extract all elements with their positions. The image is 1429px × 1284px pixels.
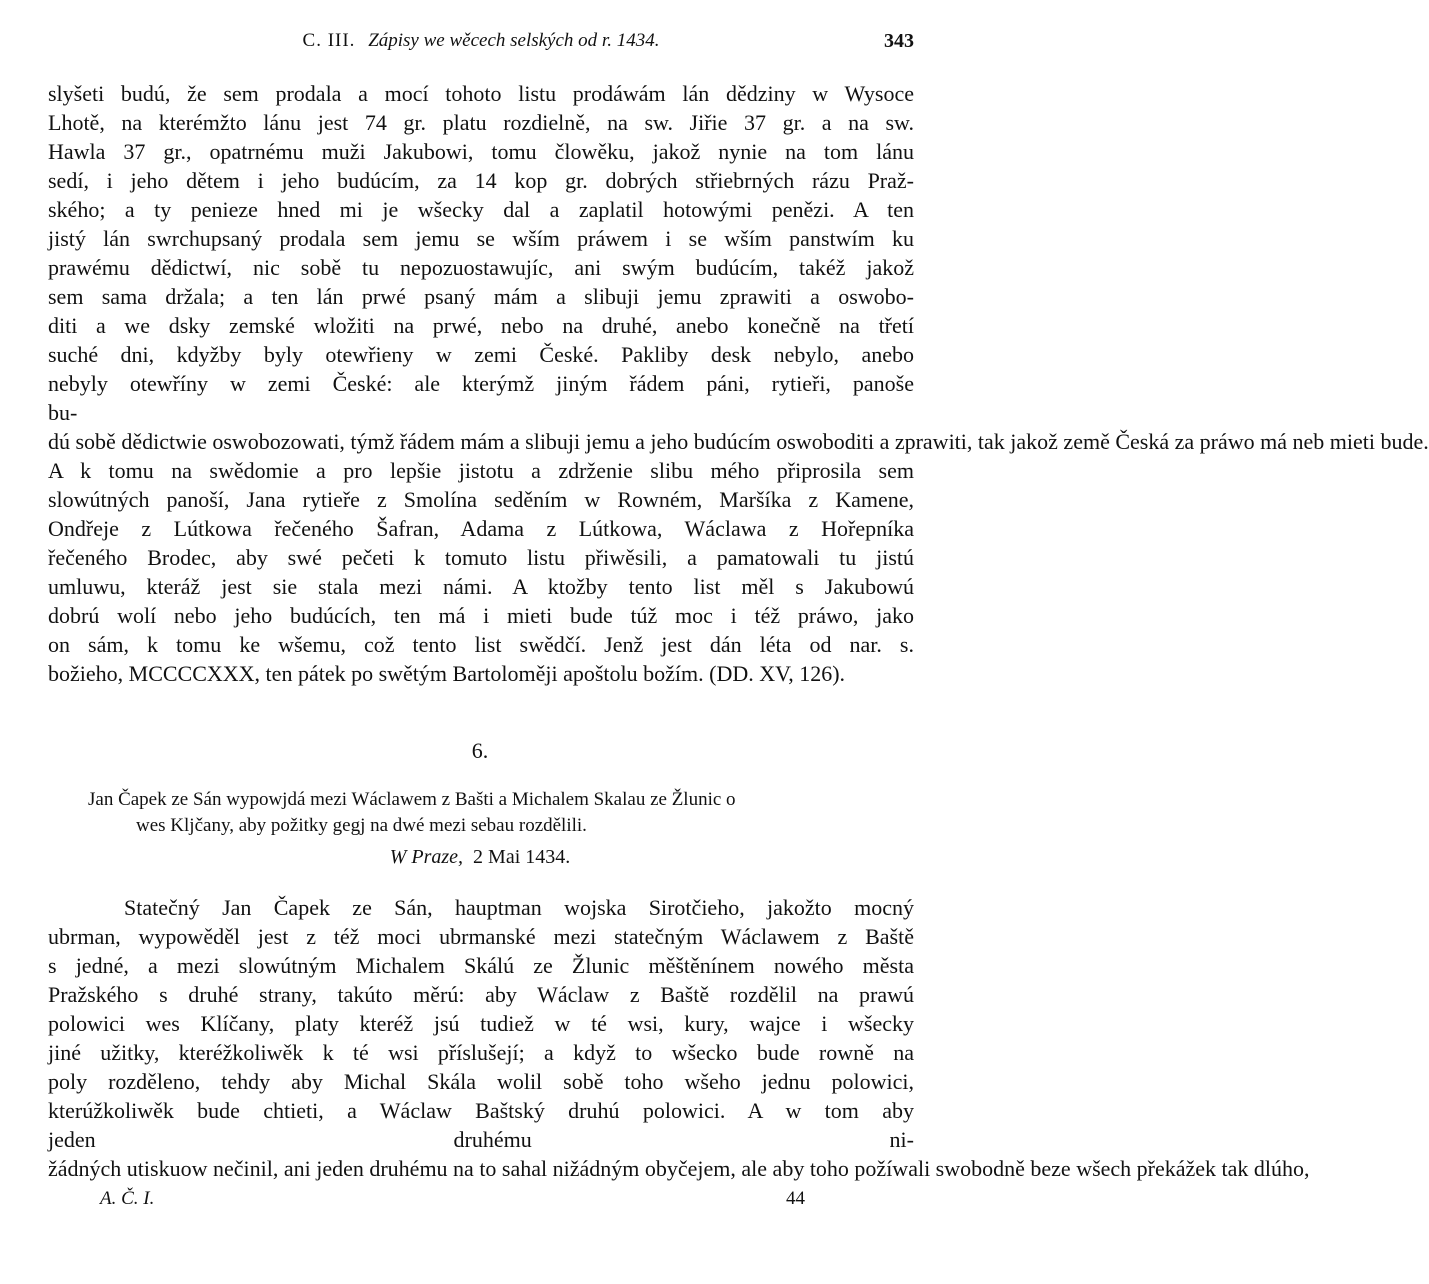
running-head	[48, 30, 914, 60]
text-line: jeden druhému ni-	[48, 1127, 914, 1152]
text-line: božieho, MCCCCXXX, ten pátek po swětým Bartoloměji apoštolu božím. (DD. XV, 126).	[48, 661, 846, 686]
text-line: kterúžkoliwěk bude chtieti, a Wáclaw Baštský druhú polowici. A w tom aby	[48, 1098, 914, 1123]
text-line: jiné užitky, kteréžkoliwěk k té wsi příslušejí; a když to wšecko bude rowně na	[48, 1040, 914, 1065]
section-label: C. III.	[302, 30, 356, 51]
text-line: s jedné, a mezi slowútným Michalem Skálú ze Žlunic měštěnínem nowého města	[48, 953, 914, 978]
page-number: 343	[884, 30, 914, 52]
date: 2 Mai 1434.	[473, 846, 571, 868]
text-line: řečeného Brodec, aby swé pečeti k tomuto listu přiwěsili, a pamatowali tu jistú	[48, 545, 914, 570]
text-line: polowici wes Klíčany, platy kteréž jsú tudiež w té wsi, kury, wajce i wšecky	[48, 1011, 914, 1036]
text-line: umluwu, kteráž jest sie stala mezi námi. A ktožby tento list měl s Jakubowú	[48, 574, 914, 599]
place-date	[0, 846, 960, 869]
text-line: sedí, i jeho dětem i jeho budúcím, za 14 kop gr. dobrých střiebrných rázu Praž-	[48, 168, 914, 193]
text-line: Hawla 37 gr., opatrnému muži Jakubowi, tomu člowěku, jakož nynie na tom lánu	[48, 139, 914, 164]
summary-line: Jan Čapek ze Sán wypowjdá mezi Wáclawem z Bašti a Michalem Skalau ze Žlunic o	[88, 789, 736, 810]
text-line: A k tomu na swědomie a pro lepšie jistotu a zdrženie slibu mého připrosila sem	[48, 458, 914, 483]
text-line: Lhotě, na kterémžto lánu jest 74 gr. platu rozdielně, na sw. Jiřie 37 gr. a na sw.	[48, 110, 914, 135]
text-line: sem sama držala; a ten lán prwé psaný mám a slibuji jemu zprawiti a oswobo-	[48, 284, 914, 309]
text-line: Ondřeje z Lútkowa řečeného Šafran, Adama z Lútkowa, Wáclawa z Hořepníka	[48, 516, 914, 541]
text-line: Pražského s druhé strany, takúto měrú: aby Wáclaw z Baště rozdělil na prawú	[48, 982, 914, 1007]
text-line: nebyly otewříny w zemi České: ale kterýmž jiným řádem páni, rytieři, panoše	[48, 371, 914, 396]
text-line: suché dni, kdyžby byly otewřieny w zemi České. Pakliby desk nebylo, anebo	[48, 342, 914, 367]
signature-mark: A. Č. I.	[100, 1188, 155, 1209]
text-line: ského; a ty penieze hned mi je wšecky dal a zaplatil hotowými penězi. A ten	[48, 197, 914, 222]
text-line: prawému dědictwí, nic sobě tu nepozuostawujíc, ani swým budúcím, takéž jakož	[48, 255, 914, 280]
text-line: on sám, k tomu ke wšemu, což tento list swědčí. Jenž jest dán léta od nar. s.	[48, 632, 914, 657]
text-line: dú sobě dědictwie oswobozowati, týmž řádem mám a slibuji jemu a jeho budúcím oswoboditi a zprawiti, tak jakož země Česká za práwo má neb mieti bude.	[48, 429, 1429, 454]
text-line: slyšeti budú, že sem prodala a mocí tohoto listu prodáwám lán děǳiny w Wysoce	[48, 81, 914, 106]
text-line: žádných utiskuow nečinil, ani jeden druhému na to sahal nižádným obyčejem, ale aby toho požíwali swobodně beze wšech překážek tak dlúho,	[48, 1156, 1310, 1181]
text-line: Statečný Jan Čapek ze Sán, hauptman wojska Sirotčieho, jakožto mocný	[124, 895, 914, 920]
text-line: poly rozděleno, tehdy aby Michal Skála wolil sobě toho wšeho jednu polowici,	[48, 1069, 914, 1094]
text-line: slowútných panoší, Jana rytieře z Smolína seděním w Rowném, Maršíka z Kamene,	[48, 487, 914, 512]
footer	[0, 1188, 960, 1214]
running-title-group	[48, 30, 914, 52]
text-line: ubrman, wypowěděl jest z též moci ubrmanské mezi statečným Wáclawem z Baště	[48, 924, 914, 949]
summary-line: wes Kljčany, aby požitky gegj na dwé mezi sebau rozdělili.	[136, 815, 587, 836]
document-number: 6.	[471, 738, 489, 763]
text-line: bu-	[48, 400, 78, 425]
sheet-number: 44	[786, 1188, 805, 1209]
place: W Praze,	[389, 846, 464, 868]
text-line: dobrú wolí nebo jeho budúcích, ten má i mieti bude túž moc i též práwo, jako	[48, 603, 914, 628]
text-line: jistý lán swrchupsaný prodala sem jemu se wším práwem i se wším panstwím ku	[48, 226, 914, 251]
text-line: diti a we dsky zemské wložiti na prwé, nebo na druhé, anebo konečně na třetí	[48, 313, 914, 338]
running-title: Zápisy we wěcech selských od r. 1434.	[368, 30, 660, 51]
